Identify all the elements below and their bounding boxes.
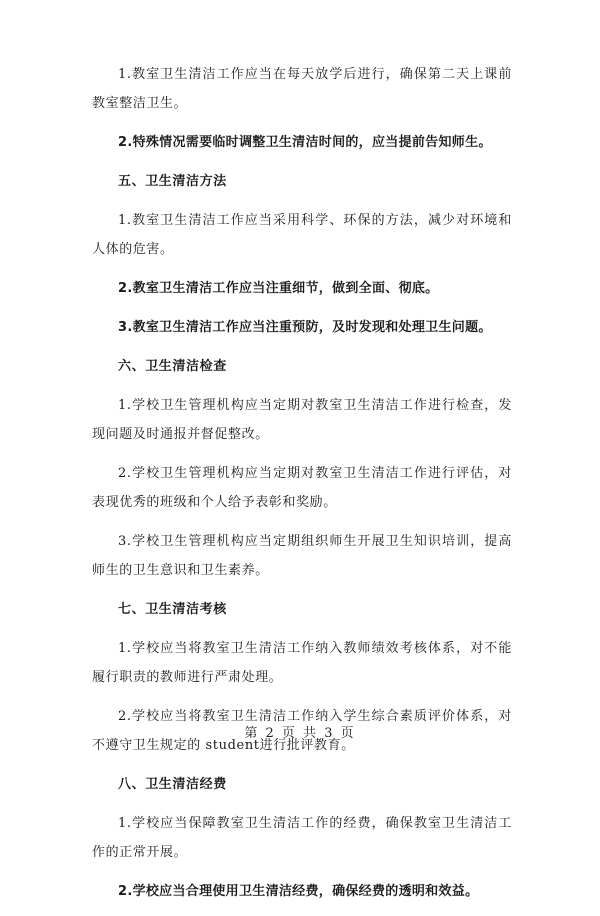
section-heading: 五、卫生清洁方法 <box>118 174 227 189</box>
document-body <box>92 60 512 916</box>
paragraph: 1.学校应当保障教室卫生清洁工作的经费，确保教室卫生清洁工作的正常开展。 <box>92 816 512 860</box>
paragraph: 1.学校应当将教室卫生清洁工作纳入教师绩效考核体系，对不能履行职责的教师进行严肃处理。 <box>92 641 512 685</box>
section-heading: 六、卫生清洁检查 <box>118 359 227 374</box>
paragraph-bold: 2.教室卫生清洁工作应当注重细节，做到全面、彻底。 <box>118 281 439 296</box>
paragraph: 1.教室卫生清洁工作应当在每天放学后进行，确保第二天上课前教室整洁卫生。 <box>92 67 512 111</box>
paragraph: 3.学校卫生管理机构应当定期组织师生开展卫生知识培训，提高师生的卫生意识和卫生素养。 <box>92 534 512 578</box>
section-heading: 七、卫生清洁考核 <box>118 602 227 617</box>
paragraph-bold: 3.教室卫生清洁工作应当注重预防，及时发现和处理卫生问题。 <box>118 320 492 335</box>
section-heading: 八、卫生清洁经费 <box>118 777 227 792</box>
paragraph-bold: 2.学校应当合理使用卫生清洁经费，确保经费的透明和效益。 <box>118 884 479 899</box>
paragraph-bold: 2.特殊情况需要临时调整卫生清洁时间的，应当提前告知师生。 <box>118 135 492 150</box>
page-number-footer: 第 2 页 共 3 页 <box>244 726 356 741</box>
paragraph: 1.教室卫生清洁工作应当采用科学、环保的方法，减少对环境和人体的危害。 <box>92 213 512 257</box>
paragraph: 1.学校卫生管理机构应当定期对教室卫生清洁工作进行检查，发现问题及时通报并督促整改。 <box>92 398 512 442</box>
paragraph: 2.学校卫生管理机构应当定期对教室卫生清洁工作进行评估，对表现优秀的班级和个人给予表彰和奖励。 <box>92 466 512 510</box>
paragraph: 2.学校应当将教室卫生清洁工作纳入学生综合素质评价体系，对不遵守卫生规定的 student进行批评教育。 <box>92 709 512 753</box>
